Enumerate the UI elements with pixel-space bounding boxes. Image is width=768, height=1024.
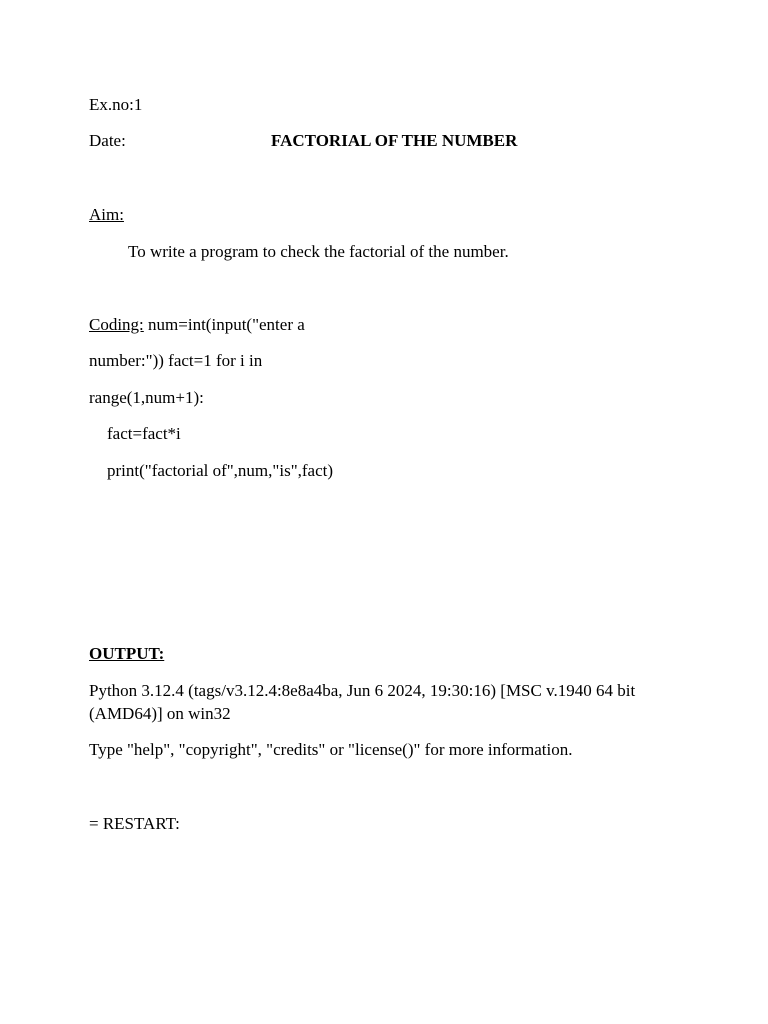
date-label: Date: (89, 131, 126, 150)
coding-heading: Coding: (89, 315, 144, 334)
restart-line: = RESTART: (89, 814, 180, 833)
aim-text: To write a program to check the factorial of the number. (128, 242, 509, 261)
code-line-5: print("factorial of",num,"is",fact) (107, 461, 334, 480)
python-banner: Python 3.12.4 (tags/v3.12.4:8e8a4ba, Jun 6 2024, 19:30:16) [MSC v.1940 64 bit (AMD64)] on win32 (89, 681, 636, 723)
aim-heading: Aim: (89, 205, 124, 224)
code-line-4: fact=fact*i (107, 424, 181, 443)
code-line-2: number:")) fact=1 for i in (89, 351, 263, 370)
code-line-3: range(1,num+1): (89, 388, 204, 407)
document-title: FACTORIAL OF THE NUMBER (271, 131, 518, 150)
exercise-number: Ex.no:1 (89, 95, 143, 114)
python-info-line: Type "help", "copyright", "credits" or "license()" for more information. (89, 740, 573, 759)
output-heading: OUTPUT: (89, 644, 165, 663)
code-line-1: num=int(input("enter a (143, 315, 305, 334)
coding-first-line (89, 314, 305, 336)
